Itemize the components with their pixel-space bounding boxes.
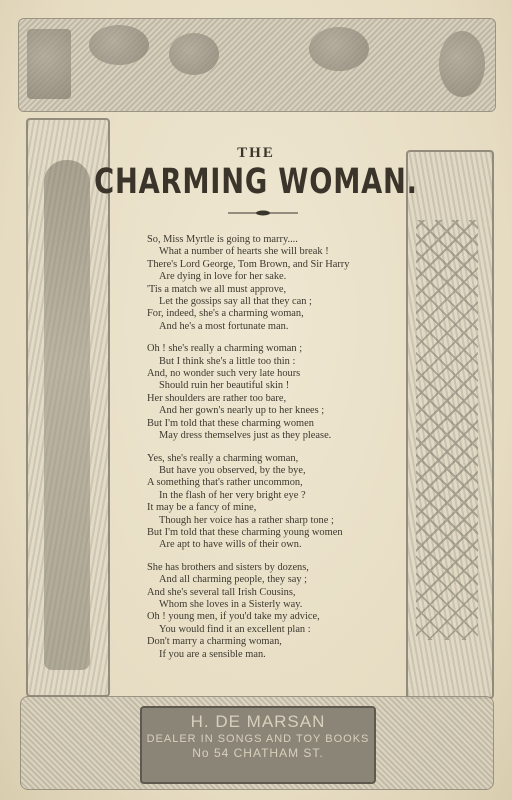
- top-engraved-banner: [18, 18, 496, 112]
- title-the: THE: [237, 145, 275, 161]
- lyric-line: But have you observed, by the bye,: [159, 464, 306, 476]
- lyric-line: And he's a most fortunate man.: [159, 320, 289, 332]
- lyric-line: Let the gossips say all that they can ;: [159, 296, 312, 308]
- lyric-line: Her shoulders are rather too bare,: [147, 392, 287, 404]
- crossed-instruments-illustration: [27, 29, 71, 99]
- lyric-line: It may be a fancy of mine,: [147, 502, 257, 514]
- lyric-line: Are dying in love for her sake.: [159, 271, 287, 283]
- lyric-line: Yes, she's really a charming woman,: [147, 452, 299, 464]
- lyric-line: And she's several tall Irish Cousins,: [147, 586, 296, 598]
- banjo-player-illustration: [44, 160, 90, 670]
- lyric-line: Are apt to have wills of their own.: [159, 539, 302, 551]
- song-lyrics: [147, 234, 402, 671]
- lyric-line: But I think she's a little too thin :: [159, 355, 296, 367]
- lyric-line: Oh ! she's really a charming woman ;: [147, 343, 303, 355]
- lyric-line: And, no wonder such very late hours: [147, 368, 301, 380]
- publisher-address: No 54 CHATHAM ST.: [192, 746, 324, 760]
- trellis-illustration: [416, 220, 478, 640]
- publisher-name: H. DE MARSAN: [190, 712, 326, 731]
- lyric-line: May dress themselves just as they please.: [159, 430, 332, 442]
- title-ornament-rule: [228, 210, 298, 216]
- stanza: [147, 562, 402, 661]
- lyric-line: But I'm told that these charming young women: [147, 526, 343, 538]
- lyric-line: Oh ! young men, if you'd take my advice,: [147, 611, 320, 623]
- cherub-illustration: [169, 33, 219, 75]
- drum-illustration: [439, 31, 485, 97]
- lyric-line: 'Tis a match we all must approve,: [147, 283, 287, 295]
- lyric-line: There's Lord George, Tom Brown, and Sir Harry: [147, 258, 350, 270]
- lyric-line: She has brothers and sisters by dozens,: [147, 561, 309, 573]
- cherub-illustration: [309, 27, 369, 71]
- stanza: [147, 453, 402, 552]
- lyric-line: For, indeed, she's a charming woman,: [147, 308, 304, 320]
- lyric-line: And all charming people, they say ;: [159, 574, 308, 586]
- lyric-line: What a number of hearts she will break !: [159, 246, 329, 258]
- lyric-line: You would find it an excellent plan :: [159, 623, 311, 635]
- publisher-imprint: [140, 706, 376, 784]
- lyric-line: Should ruin her beautiful skin !: [159, 380, 290, 392]
- cherub-illustration: [89, 25, 149, 65]
- lyric-line: Don't marry a charming woman,: [147, 636, 282, 648]
- lyric-line: Whom she loves in a Sisterly way.: [159, 598, 303, 610]
- lyric-line: Though her voice has a rather sharp tone ;: [159, 514, 334, 526]
- stanza: [147, 343, 402, 442]
- lyric-line: And her gown's nearly up to her knees ;: [159, 405, 325, 417]
- lyric-line: So, Miss Myrtle is going to marry....: [147, 234, 298, 245]
- publisher-trade: DEALER IN SONGS AND TOY BOOKS: [146, 733, 370, 745]
- lyric-line: If you are a sensible man.: [159, 648, 266, 660]
- lyric-line: In the flash of her very bright eye ?: [159, 489, 306, 501]
- stanza: [147, 234, 402, 333]
- lyric-line: A something that's rather uncommon,: [147, 477, 303, 489]
- song-title: CHARMING WOMAN.: [94, 162, 418, 202]
- lyric-line: But I'm told that these charming women: [147, 417, 314, 429]
